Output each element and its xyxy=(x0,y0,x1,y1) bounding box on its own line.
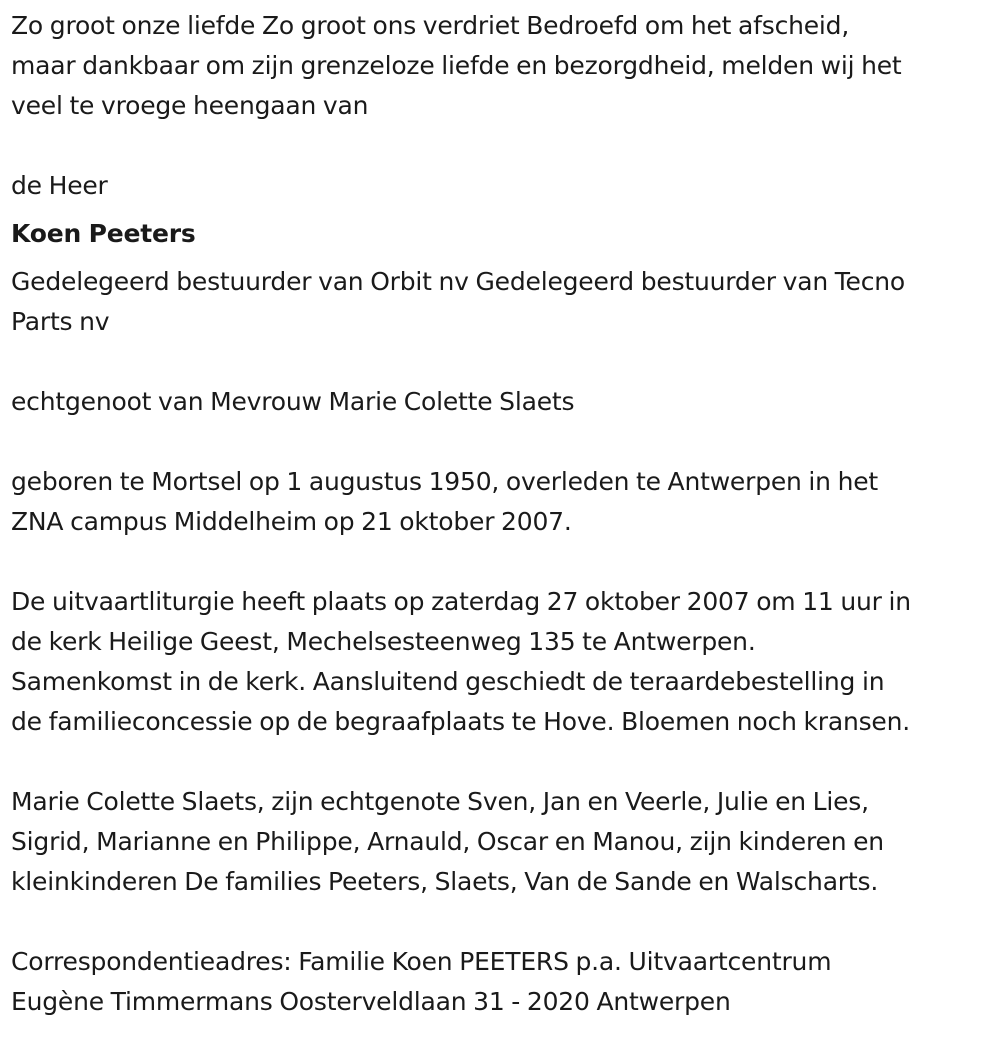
intro-line: maar dankbaar om zijn grenzeloze liefde en bezorgdheid, melden wij het xyxy=(11,51,902,80)
address-line: Correspondentieadres: Familie Koen PEETERS p.a. Uitvaartcentrum xyxy=(11,947,832,976)
address-paragraph xyxy=(11,942,996,1022)
position-paragraph xyxy=(11,262,996,342)
spacer xyxy=(11,542,996,582)
spacer xyxy=(11,902,996,942)
funeral-line: Samenkomst in de kerk. Aansluitend geschiedt de teraardebestelling in xyxy=(11,667,885,696)
birth-death-line: ZNA campus Middelheim op 21 oktober 2007. xyxy=(11,507,572,536)
spacer xyxy=(11,342,996,382)
spouse-line: echtgenoot van Mevrouw Marie Colette Slaets xyxy=(11,387,575,416)
funeral-line: de kerk Heilige Geest, Mechelsesteenweg 135 te Antwerpen. xyxy=(11,627,756,656)
family-paragraph xyxy=(11,782,996,902)
intro-line: Zo groot onze liefde Zo groot ons verdriet Bedroefd om het afscheid, xyxy=(11,11,850,40)
intro-paragraph xyxy=(11,6,996,126)
family-line: Marie Colette Slaets, zijn echtgenote Sven, Jan en Veerle, Julie en Lies, xyxy=(11,787,869,816)
deceased-name: Koen Peeters xyxy=(11,219,196,248)
family-line: Sigrid, Marianne en Philippe, Arnauld, Oscar en Manou, zijn kinderen en xyxy=(11,827,884,856)
position-line: Gedelegeerd bestuurder van Orbit nv Gedelegeerd bestuurder van Tecno xyxy=(11,267,906,296)
intro-line: veel te vroege heengaan van xyxy=(11,91,369,120)
address-line: Eugène Timmermans Oosterveldlaan 31 - 2020 Antwerpen xyxy=(11,987,731,1016)
family-line: kleinkinderen De families Peeters, Slaets, Van de Sande en Walscharts. xyxy=(11,867,879,896)
salutation: de Heer xyxy=(11,171,108,200)
spacer xyxy=(11,422,996,462)
funeral-line: de familieconcessie op de begraafplaats te Hove. Bloemen noch kransen. xyxy=(11,707,910,736)
birth-death-line: geboren te Mortsel op 1 augustus 1950, overleden te Antwerpen in het xyxy=(11,467,879,496)
birth-death-paragraph xyxy=(11,462,996,542)
funeral-paragraph xyxy=(11,582,996,742)
spacer xyxy=(11,126,996,166)
spacer xyxy=(11,742,996,782)
position-line: Parts nv xyxy=(11,307,110,336)
funeral-line: De uitvaartliturgie heeft plaats op zaterdag 27 oktober 2007 om 11 uur in xyxy=(11,587,911,616)
obituary-notice xyxy=(11,0,996,1022)
